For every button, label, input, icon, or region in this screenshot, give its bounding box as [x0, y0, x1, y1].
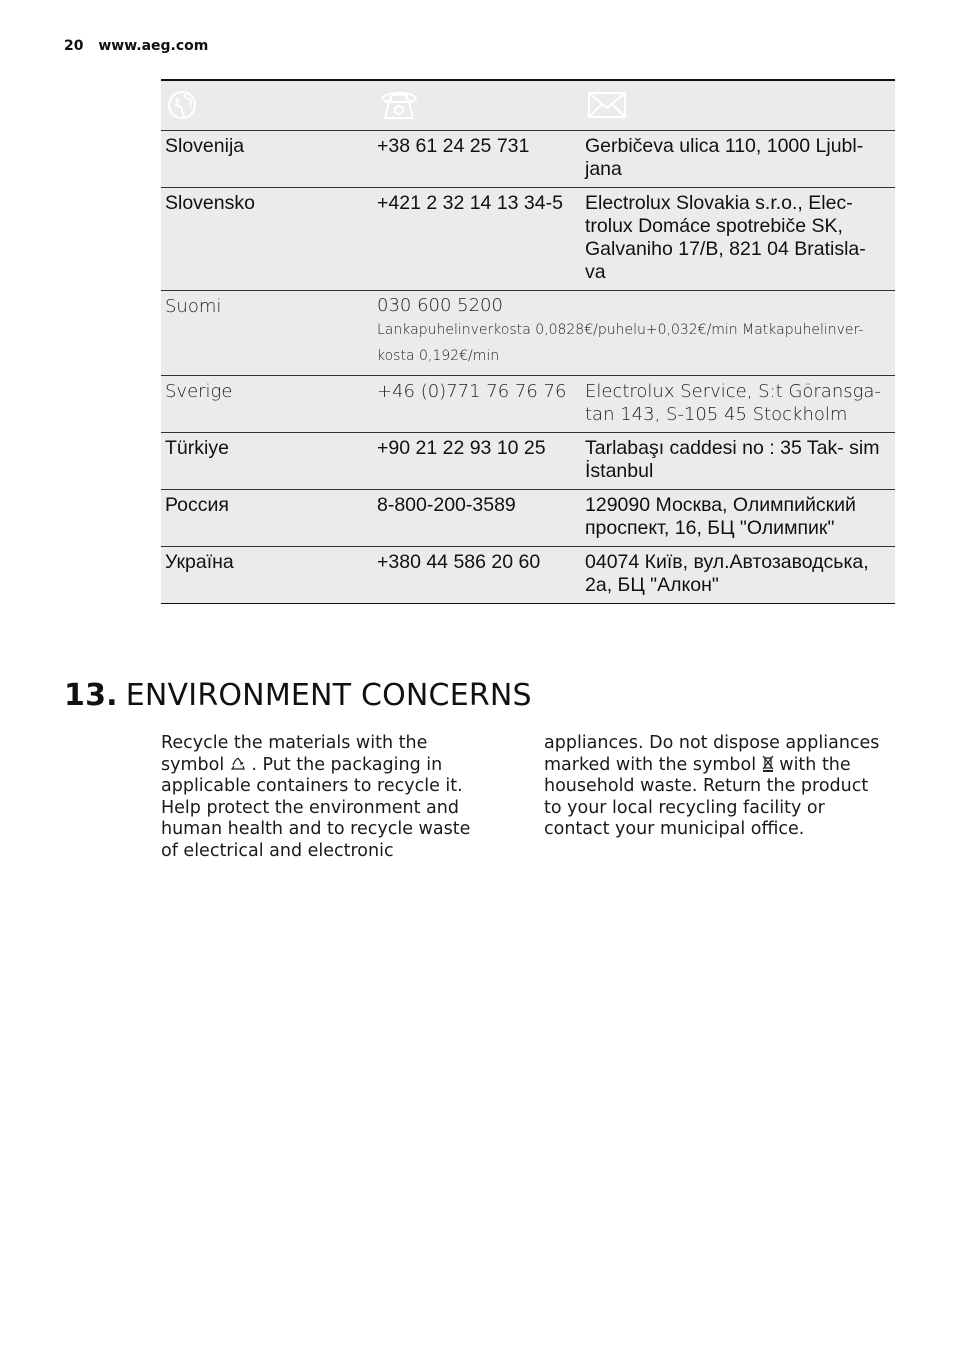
address-cell: Gerbičeva ulica 110, 1000 Ljubl- jana: [581, 130, 895, 187]
phone-cell: +90 21 22 93 10 25: [373, 432, 581, 489]
contact-table: [161, 79, 895, 604]
phone-note-cell: [373, 290, 895, 375]
header-address-cell: [581, 80, 895, 130]
phone-cell: +46 (0)771 76 76 76: [373, 375, 581, 432]
phone-number: 030 600 5200: [377, 294, 503, 316]
table-row: [161, 546, 895, 603]
country-cell: Россия: [161, 489, 373, 546]
address-cell: 04074 Київ, вул.Автозаводська, 2а, БЦ "Алкон": [581, 546, 895, 603]
address-cell: Tarlabaşı caddesi no : 35 Tak- sim İstanbul: [581, 432, 895, 489]
country-cell: Suomi: [161, 290, 373, 375]
address-cell: 129090 Москва, Олимпийский проспект, 16, БЦ "Олимпик": [581, 489, 895, 546]
crossed-bin-icon: [762, 755, 774, 772]
recycle-text-start: Recycle the materials with the symbol: [161, 733, 428, 775]
header-country-cell: [161, 80, 373, 130]
country-cell: Türkiye: [161, 432, 373, 489]
country-cell: Sverige: [161, 375, 373, 432]
phone-cell: 8-800-200-3589: [373, 489, 581, 546]
phone-cell: +380 44 586 20 60: [373, 546, 581, 603]
telephone-icon: [379, 88, 419, 122]
dispose-text-start: appliances. Do not dispose appliances marked with the symbol: [544, 733, 880, 775]
recycle-icon: [230, 756, 246, 772]
section-title-text: ENVIRONMENT CONCERNS: [125, 678, 532, 713]
table-header-row: [161, 80, 895, 130]
phone-cell: +38 61 24 25 731: [373, 130, 581, 187]
country-cell: Slovenija: [161, 130, 373, 187]
site-url: www.aeg.com: [98, 38, 209, 54]
body-text-right: [544, 733, 884, 841]
phone-cell: +421 2 32 14 13 34-5: [373, 187, 581, 290]
section-number: 13.: [64, 678, 118, 713]
globe-icon: [167, 90, 197, 120]
recycle-text-end: . Put the packaging in applicable containers to recycle it. Help protect the environment and human health and to recycle waste of electrical and electronic: [161, 754, 471, 861]
address-cell: Electrolux Slovakia s.r.o., Elec- trolux Domáce spotrebiče SK, Galvaniho 17/B, 821 04 Bratisla- va: [581, 187, 895, 290]
page-number: 20: [64, 38, 84, 54]
table-row: [161, 290, 895, 375]
table-row: [161, 432, 895, 489]
envelope-icon: [587, 90, 627, 120]
table-row: [161, 489, 895, 546]
dispose-text-end: with the household waste. Return the product to your local recycling facility or contact your municipal office.: [544, 754, 869, 840]
table-row: [161, 375, 895, 432]
header-phone-cell: [373, 80, 581, 130]
address-cell: Electrolux Service, S:t Göransga- tan 143, S-105 45 Stockholm: [581, 375, 895, 432]
body-text-left: [161, 733, 471, 863]
price-note: Lankapuhelinverkosta 0,0828€/puhelu+0,032€/min Matkapuhelinver- kosta 0,192€/min: [377, 321, 864, 364]
section-title: [64, 678, 532, 713]
table-row: [161, 130, 895, 187]
table-row: [161, 187, 895, 290]
country-cell: Україна: [161, 546, 373, 603]
page-header: [64, 38, 208, 54]
country-cell: Slovensko: [161, 187, 373, 290]
